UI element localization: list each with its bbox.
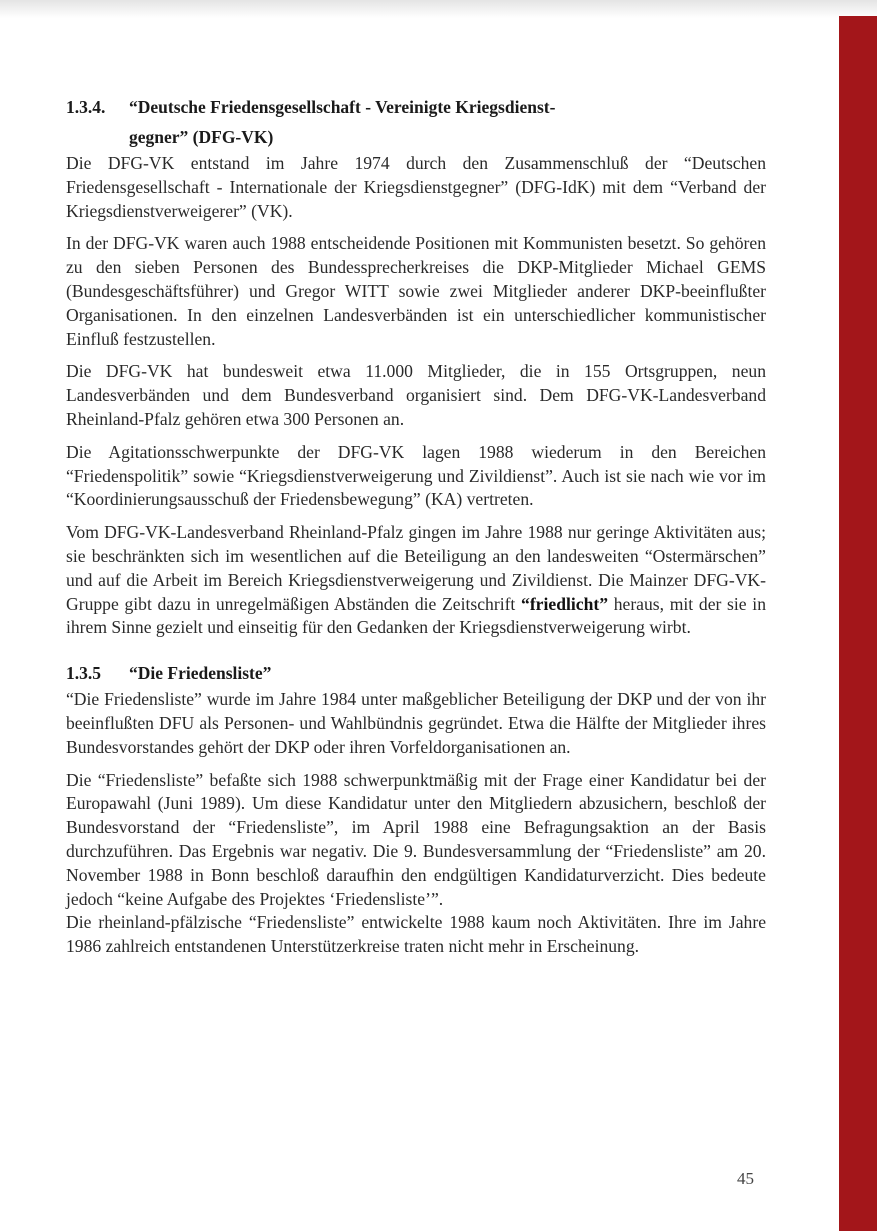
section-title-line1: “Deutsche Friedensgesellschaft - Vereinigte Kriegsdienst- — [129, 97, 556, 117]
page-number: 45 — [737, 1169, 754, 1188]
paragraph-text: Vom DFG-VK-Landesverband Rheinland-Pfalz gingen im Jahre 1988 nur geringe Aktivitäten aus; sie beschränkten sich im wesentlichen auf die Beteiligung an den landesweiten “Ostermärschen” und auf die Arbeit im Bereich Kriegsdienstverweigerung und Zivildienst. Die Mainzer DFG-VK-Gruppe gibt dazu in unregelmäßigen Abständen die Zeitschrift — [66, 522, 766, 614]
section-number: 1.3.4. — [66, 97, 106, 117]
paragraph: Die “Friedensliste” befaßte sich 1988 schwerpunktmäßig mit der Frage einer Kandidatur bei der Europawahl (Juni 1989). Um diese Kandidatur unter den Mitgliedern abzusichern, beschloß der Bundesvorstand der “Friedensliste”, im April 1988 eine Befragungsaktion an der Basis durchzuführen. Das Ergebnis war negativ. Die 9. Bundesversammlung der “Friedensliste” am 20. November 1988 in Bonn beschloß daraufhin den endgültigen Kandidaturverzicht. Dies bedeute jedoch “keine Aufgabe des Projektes ‘Friedensliste’”. — [66, 769, 766, 909]
paragraph: Die DFG-VK hat bundesweit etwa 11.000 Mitglieder, die in 155 Ortsgruppen, neun Landesverbänden und dem Bundesverband organisiert sind. Dem DFG-VK-Landesverband Rheinland-Pfalz gehören etwa 300 Personen an. — [66, 361, 766, 429]
section-title: “Die Friedensliste” — [129, 663, 272, 684]
paragraph: “Die Friedensliste” wurde im Jahre 1984 unter maßgeblicher Beteiligung der DKP und der von ihr beeinflußten DFU als Personen- und Wahlbündnis gegründet. Etwa die Hälfte der Mitglieder ihres Bundesvorstandes gehört der DKP oder ihren Vorfeldorganisationen an. — [66, 689, 766, 757]
section-title-line2: gegner” (DFG-VK) — [129, 127, 274, 147]
magazine-title: “friedlicht” — [521, 593, 609, 614]
section-heading-1-3-5 — [66, 658, 766, 688]
document-page — [66, 92, 766, 968]
section-heading-1-3-4 — [66, 92, 766, 152]
paragraph — [66, 521, 766, 640]
paragraph-text: heraus, mit der sie in ihrem Sinne gezielt und einseitig für den Gedanken der Kriegsdienstverweigerung wirbt. — [66, 593, 766, 638]
paragraph: Die DFG-VK entstand im Jahre 1974 durch den Zusammenschluß der “Deutschen Friedensgesellschaft - Internationale der Kriegsdienstgegner” (DFG-IdK) mit dem “Verband der Kriegsdienstverweigerer” (VK). — [66, 153, 766, 221]
paragraph: Die Agitationsschwerpunkte der DFG-VK lagen 1988 wiederum in den Bereichen “Friedenspolitik” sowie “Kriegsdienstverweigerung und Zivildienst”. Auch ist sie nach wie vor im “Koordinierungsausschuß der Friedensbewegung” (KA) vertreten. — [66, 441, 766, 510]
scan-top-edge — [0, 0, 877, 18]
paragraph: Die rheinland-pfälzische “Friedensliste” entwickelte 1988 kaum noch Aktivitäten. Ihre im Jahre 1986 zahlreich entstandenen Unterstützerkreise traten nicht mehr in Erscheinung. — [66, 912, 766, 957]
red-side-band — [839, 16, 877, 1231]
section-number: 1.3.5 — [66, 663, 101, 684]
paragraph: In der DFG-VK waren auch 1988 entscheidende Positionen mit Kommunisten besetzt. So gehören zu den sieben Personen des Bundessprecherkreises die DKP-Mitglieder Michael GEMS (Bundesgeschäftsführer) und Gregor WITT sowie zwei Mitglieder anderer DKP-beeinflußter Organisationen. In den einzelnen Landesverbänden ist ein unterschiedlicher kommunistischer Einfluß festzustellen. — [66, 233, 766, 349]
